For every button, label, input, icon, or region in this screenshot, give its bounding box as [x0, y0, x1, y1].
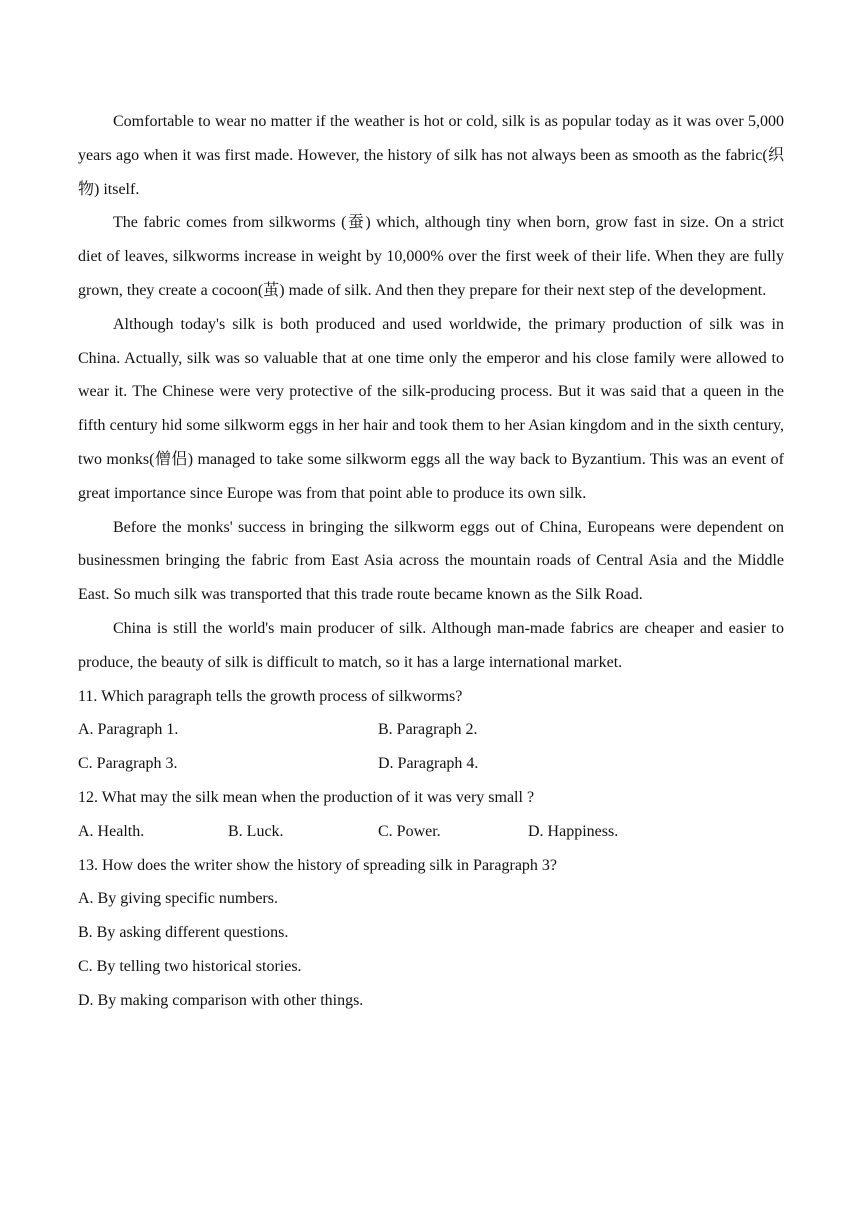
question-13-option-a: A. By giving specific numbers. — [78, 890, 278, 908]
question-11-option-b: B. Paragraph 2. — [378, 721, 478, 739]
question-11-option-c: C. Paragraph 3. — [78, 755, 178, 773]
passage-paragraph-5: China is still the world's main producer of silk. Although man-made fabrics are cheaper and easier to produce, the beauty of silk is difficult to match, so it has a large international market. — [78, 619, 784, 671]
question-12-option-d: D. Happiness. — [528, 822, 619, 840]
question-11 — [78, 680, 784, 781]
question-12-option-b: B. Luck. — [228, 822, 284, 840]
passage-paragraph-4: Before the monks' success in bringing the silkworm eggs out of China, Europeans were dependent on businessmen bringing the fabric from East Asia across the mountain roads of Central Asia and the Middle East. So much silk was transported that this trade route became known as the Silk Road. — [78, 518, 784, 604]
question-13-stem: 13. How does the writer show the history of spreading silk in Paragraph 3? — [78, 856, 558, 874]
passage-paragraph-1: Comfortable to wear no matter if the weather is hot or cold, silk is as popular today as it was over 5,000 years ago when it was first made. However, the history of silk has not always been as smooth as the fabric(织物) itself. — [78, 113, 784, 198]
document-page — [78, 105, 784, 1018]
question-12-option-c: C. Power. — [378, 822, 441, 840]
passage-paragraph-3: Although today's silk is both produced and used worldwide, the primary production of silk was in China. Actually, silk was so valuable that at one time only the emperor and his close family were allowed to wear it. The Chinese were very protective of the silk-producing process. But it was said that a queen in the fifth century hid some silkworm eggs in her hair and took them to her Asian kingdom and in the sixth century, two monks(僧侣) managed to take some silkworm eggs all the way back to Byzantium. This was an event of great importance since Europe was from that point able to produce its own silk. — [78, 315, 784, 502]
question-13-option-c: C. By telling two historical stories. — [78, 957, 302, 975]
question-12-options — [78, 815, 784, 849]
question-12 — [78, 781, 784, 849]
question-11-option-a: A. Paragraph 1. — [78, 721, 179, 739]
question-11-options-row-1 — [78, 713, 784, 747]
question-11-option-d: D. Paragraph 4. — [378, 755, 479, 773]
question-13-option-b: B. By asking different questions. — [78, 924, 289, 942]
question-11-stem: 11. Which paragraph tells the growth process of silkworms? — [78, 687, 463, 705]
question-12-stem: 12. What may the silk mean when the production of it was very small ? — [78, 788, 535, 806]
passage-paragraph-2: The fabric comes from silkworms (蚕) which, although tiny when born, grow fast in size. On a strict diet of leaves, silkworms increase in weight by 10,000% over the first week of their life. When they are fully grown, they create a cocoon(茧) made of silk. And then they prepare for their next step of the development. — [78, 214, 784, 299]
question-13 — [78, 849, 784, 1018]
question-13-option-d: D. By making comparison with other things. — [78, 991, 364, 1009]
question-12-option-a: A. Health. — [78, 822, 145, 840]
question-11-options-row-2 — [78, 747, 784, 781]
